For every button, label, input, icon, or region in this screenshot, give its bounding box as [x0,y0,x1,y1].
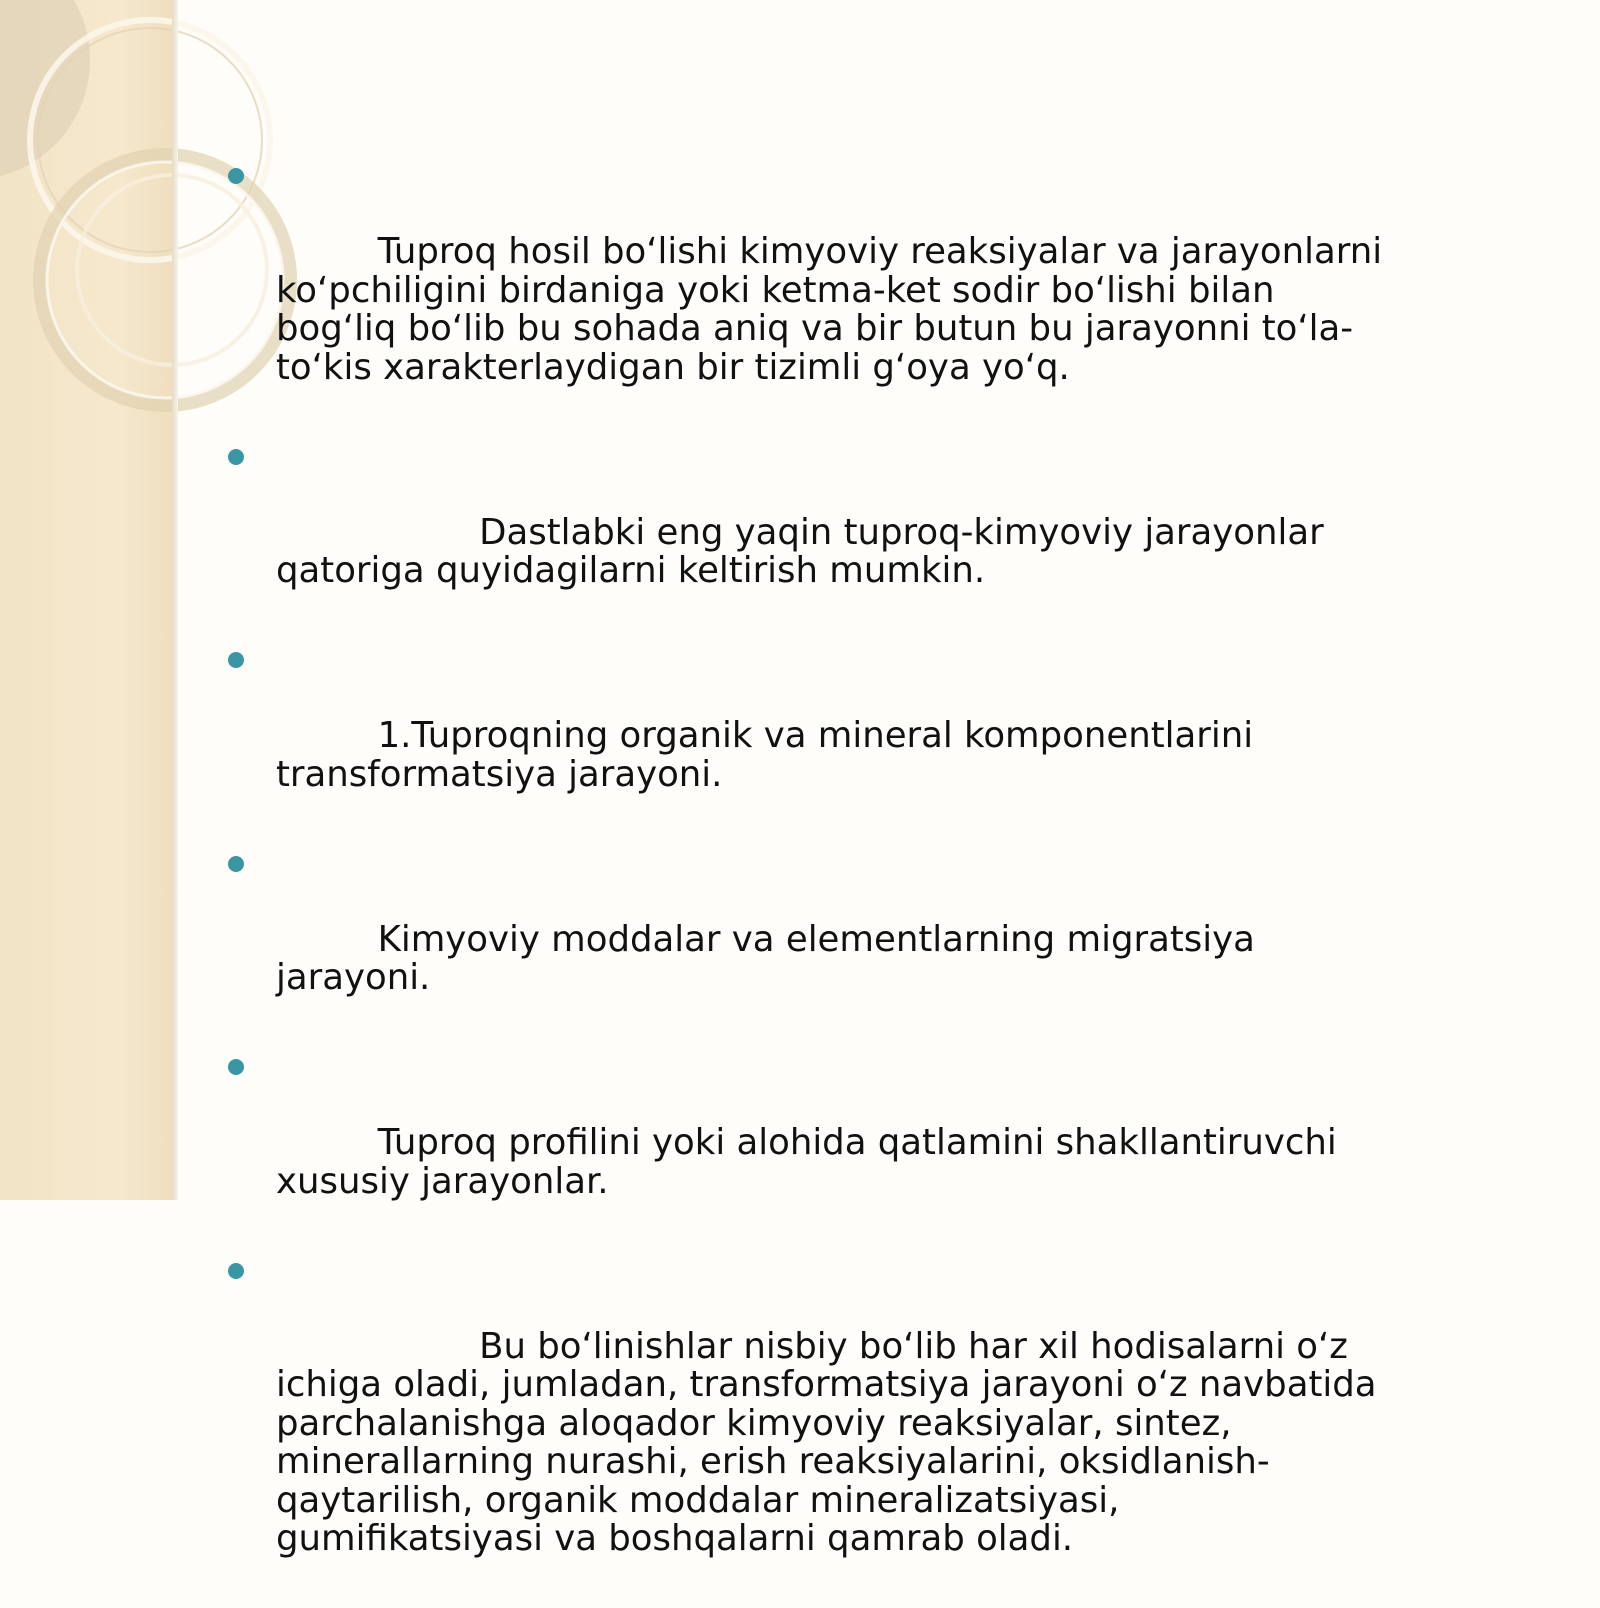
bullet-item [226,1047,1386,1240]
bullet-text: Tuproq hosil bo‘lishi kimyoviy reaksiyalar va jarayonlarni ko‘pchiligini birdaniga yoki ketma-ket sodir bo‘lishi bilan bog‘liq bo‘lib bu sohada aniq va bir butun bu jarayonni to‘la-to‘kis xarakterlaydigan bir tizimli g‘oya yo‘q. [276,231,1394,388]
bullet-item [226,1251,1386,1598]
bullet-text: 1.Tuproqning organik va mineral komponentlarini transformatsiya jarayoni. [276,715,1265,795]
bullet-text: Kimyoviy moddalar va elementlarning migratsiya jarayoni. [276,918,1267,998]
bullet-item [226,437,1386,630]
slide-content [226,156,1394,1608]
bullet-dot-icon [228,1263,244,1279]
bullet-text: Dastlabki eng yaqin tuproq-kimyoviy jarayonlar qatoriga quyidagilarni keltirish mumkin. [276,511,1336,591]
side-panel [0,0,172,1200]
bullet-text: Bu bo‘linishlar nisbiy bo‘lib har xil hodisalarni o‘z ichiga oladi, jumladan, transformatsiya jarayoni o‘z navbatida parchalanishga aloqador kimyoviy reaksiyalar, sintez, minerallarning nurashi, erish reaksiyalarini, oksidlanish-qaytarilish, organik moddalar mineralizatsiyasi, gumifikatsiyasi va boshqalarni qamrab oladi. [276,1325,1388,1559]
bullet-item [226,156,1394,426]
bullet-item [226,844,1386,1037]
bullet-dot-icon [228,449,244,465]
decorative-rings-icon [0,0,172,420]
bullet-text: Tuproq profilini yoki alohida qatlamini shakllantiruvchi xususiy jarayonlar. [276,1122,1349,1202]
bullet-dot-icon [228,168,244,184]
bullet-dot-icon [228,652,244,668]
bullet-dot-icon [228,856,244,872]
bullet-dot-icon [228,1059,244,1075]
bullet-item [226,640,1386,833]
bullet-list [226,156,1394,1597]
side-panel-edge [172,0,178,1200]
